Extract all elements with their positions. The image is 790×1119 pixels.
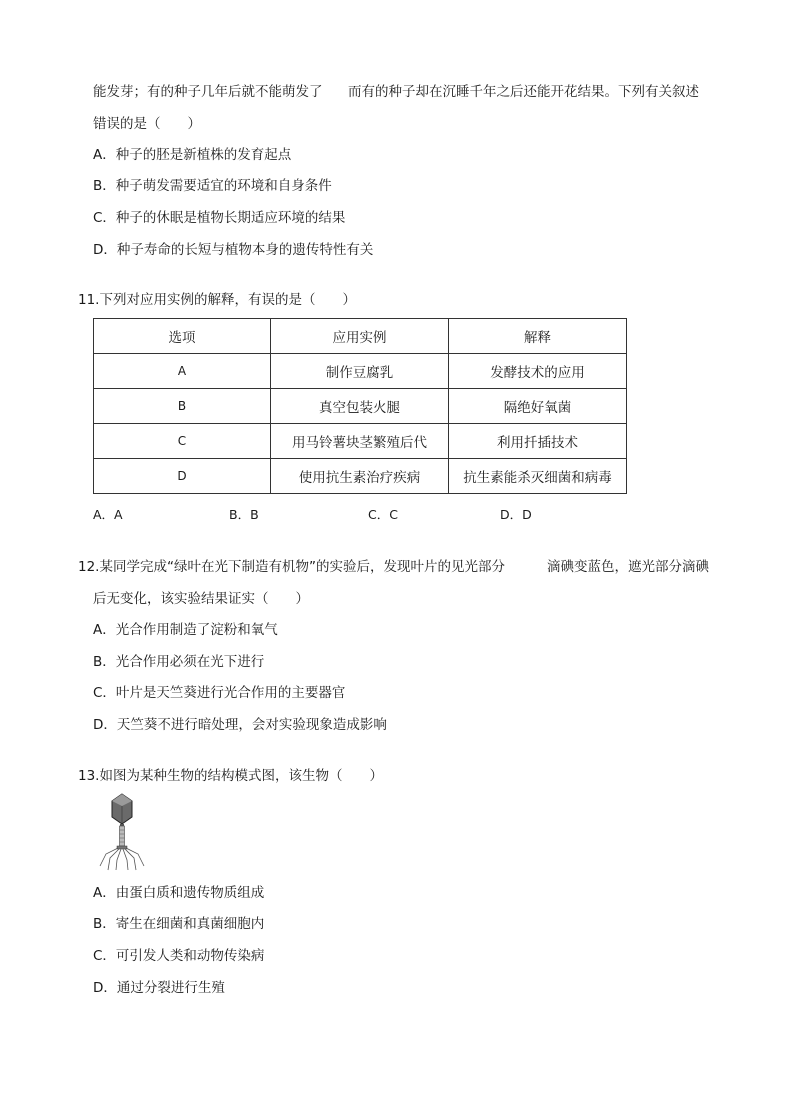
table-cell: 隔绝好氧菌 (449, 389, 627, 424)
q12-stem-line2: 后无变化，该实验结果证实（ ） (93, 591, 309, 607)
table-cell: 利用扦插技术 (449, 424, 627, 459)
table-header-cell: 选项 (94, 319, 271, 354)
q11-table (93, 318, 627, 494)
q10-option-d: D．种子寿命的长短与植物本身的遗传特性有关 (93, 242, 374, 258)
q11-stem: 11.下列对应用实例的解释，有误的是（ ） (78, 292, 356, 308)
table-cell: 抗生素能杀灭细菌和病毒 (449, 459, 627, 494)
table-header-cell: 应用实例 (271, 319, 449, 354)
table-header-row (94, 319, 627, 354)
q13-option-d: D．通过分裂进行生殖 (93, 980, 225, 996)
table-row (94, 459, 627, 494)
q12-stem-line1-a: 12.某同学完成“绿叶在光下制造有机物”的实验后，发现叶片的见光部分 (78, 559, 505, 575)
table-cell: C (94, 424, 271, 459)
q10-option-b: B．种子萌发需要适宜的环境和自身条件 (93, 178, 332, 194)
table-cell: 发酵技术的应用 (449, 354, 627, 389)
q10-stem-line1-a: 能发芽；有的种子几年后就不能萌发了 (93, 84, 323, 100)
q10-stem-line1-b: 而有的种子却在沉睡千年之后还能开花结果。下列有关叙述 (348, 84, 699, 100)
q10-stem-line2: 错误的是（ ） (93, 116, 201, 132)
q11-answer-c: C．C (368, 507, 398, 522)
table-cell: 真空包装火腿 (271, 389, 449, 424)
q11-answer-d: D．D (500, 507, 532, 522)
bacteriophage-image (92, 792, 152, 872)
q11-answer-b: B．B (229, 507, 259, 522)
table-cell: D (94, 459, 271, 494)
table-cell: A (94, 354, 271, 389)
table-cell: 用马铃薯块茎繁殖后代 (271, 424, 449, 459)
q13-option-b: B．寄生在细菌和真菌细胞内 (93, 916, 265, 932)
q12-option-d: D．天竺葵不进行暗处理，会对实验现象造成影响 (93, 717, 387, 733)
q12-stem-line1-b: 滴碘变蓝色，遮光部分滴碘 (547, 559, 709, 575)
q13-option-a: A．由蛋白质和遗传物质组成 (93, 885, 265, 901)
table-cell: 制作豆腐乳 (271, 354, 449, 389)
table-row (94, 424, 627, 459)
q10-option-c: C．种子的休眠是植物长期适应环境的结果 (93, 210, 346, 226)
table-cell: 使用抗生素治疗疾病 (271, 459, 449, 494)
q12-option-b: B．光合作用必须在光下进行 (93, 654, 265, 670)
q10-option-a: A．种子的胚是新植株的发育起点 (93, 147, 292, 163)
q12-option-a: A．光合作用制造了淀粉和氧气 (93, 622, 278, 638)
q13-stem: 13.如图为某种生物的结构模式图，该生物（ ） (78, 768, 383, 784)
table-row (94, 389, 627, 424)
q13-option-c: C．可引发人类和动物传染病 (93, 948, 265, 964)
table-row (94, 354, 627, 389)
q12-option-c: C．叶片是天竺葵进行光合作用的主要器官 (93, 685, 346, 701)
q11-answer-a: A．A (93, 507, 123, 522)
table-cell: B (94, 389, 271, 424)
table-header-cell: 解释 (449, 319, 627, 354)
